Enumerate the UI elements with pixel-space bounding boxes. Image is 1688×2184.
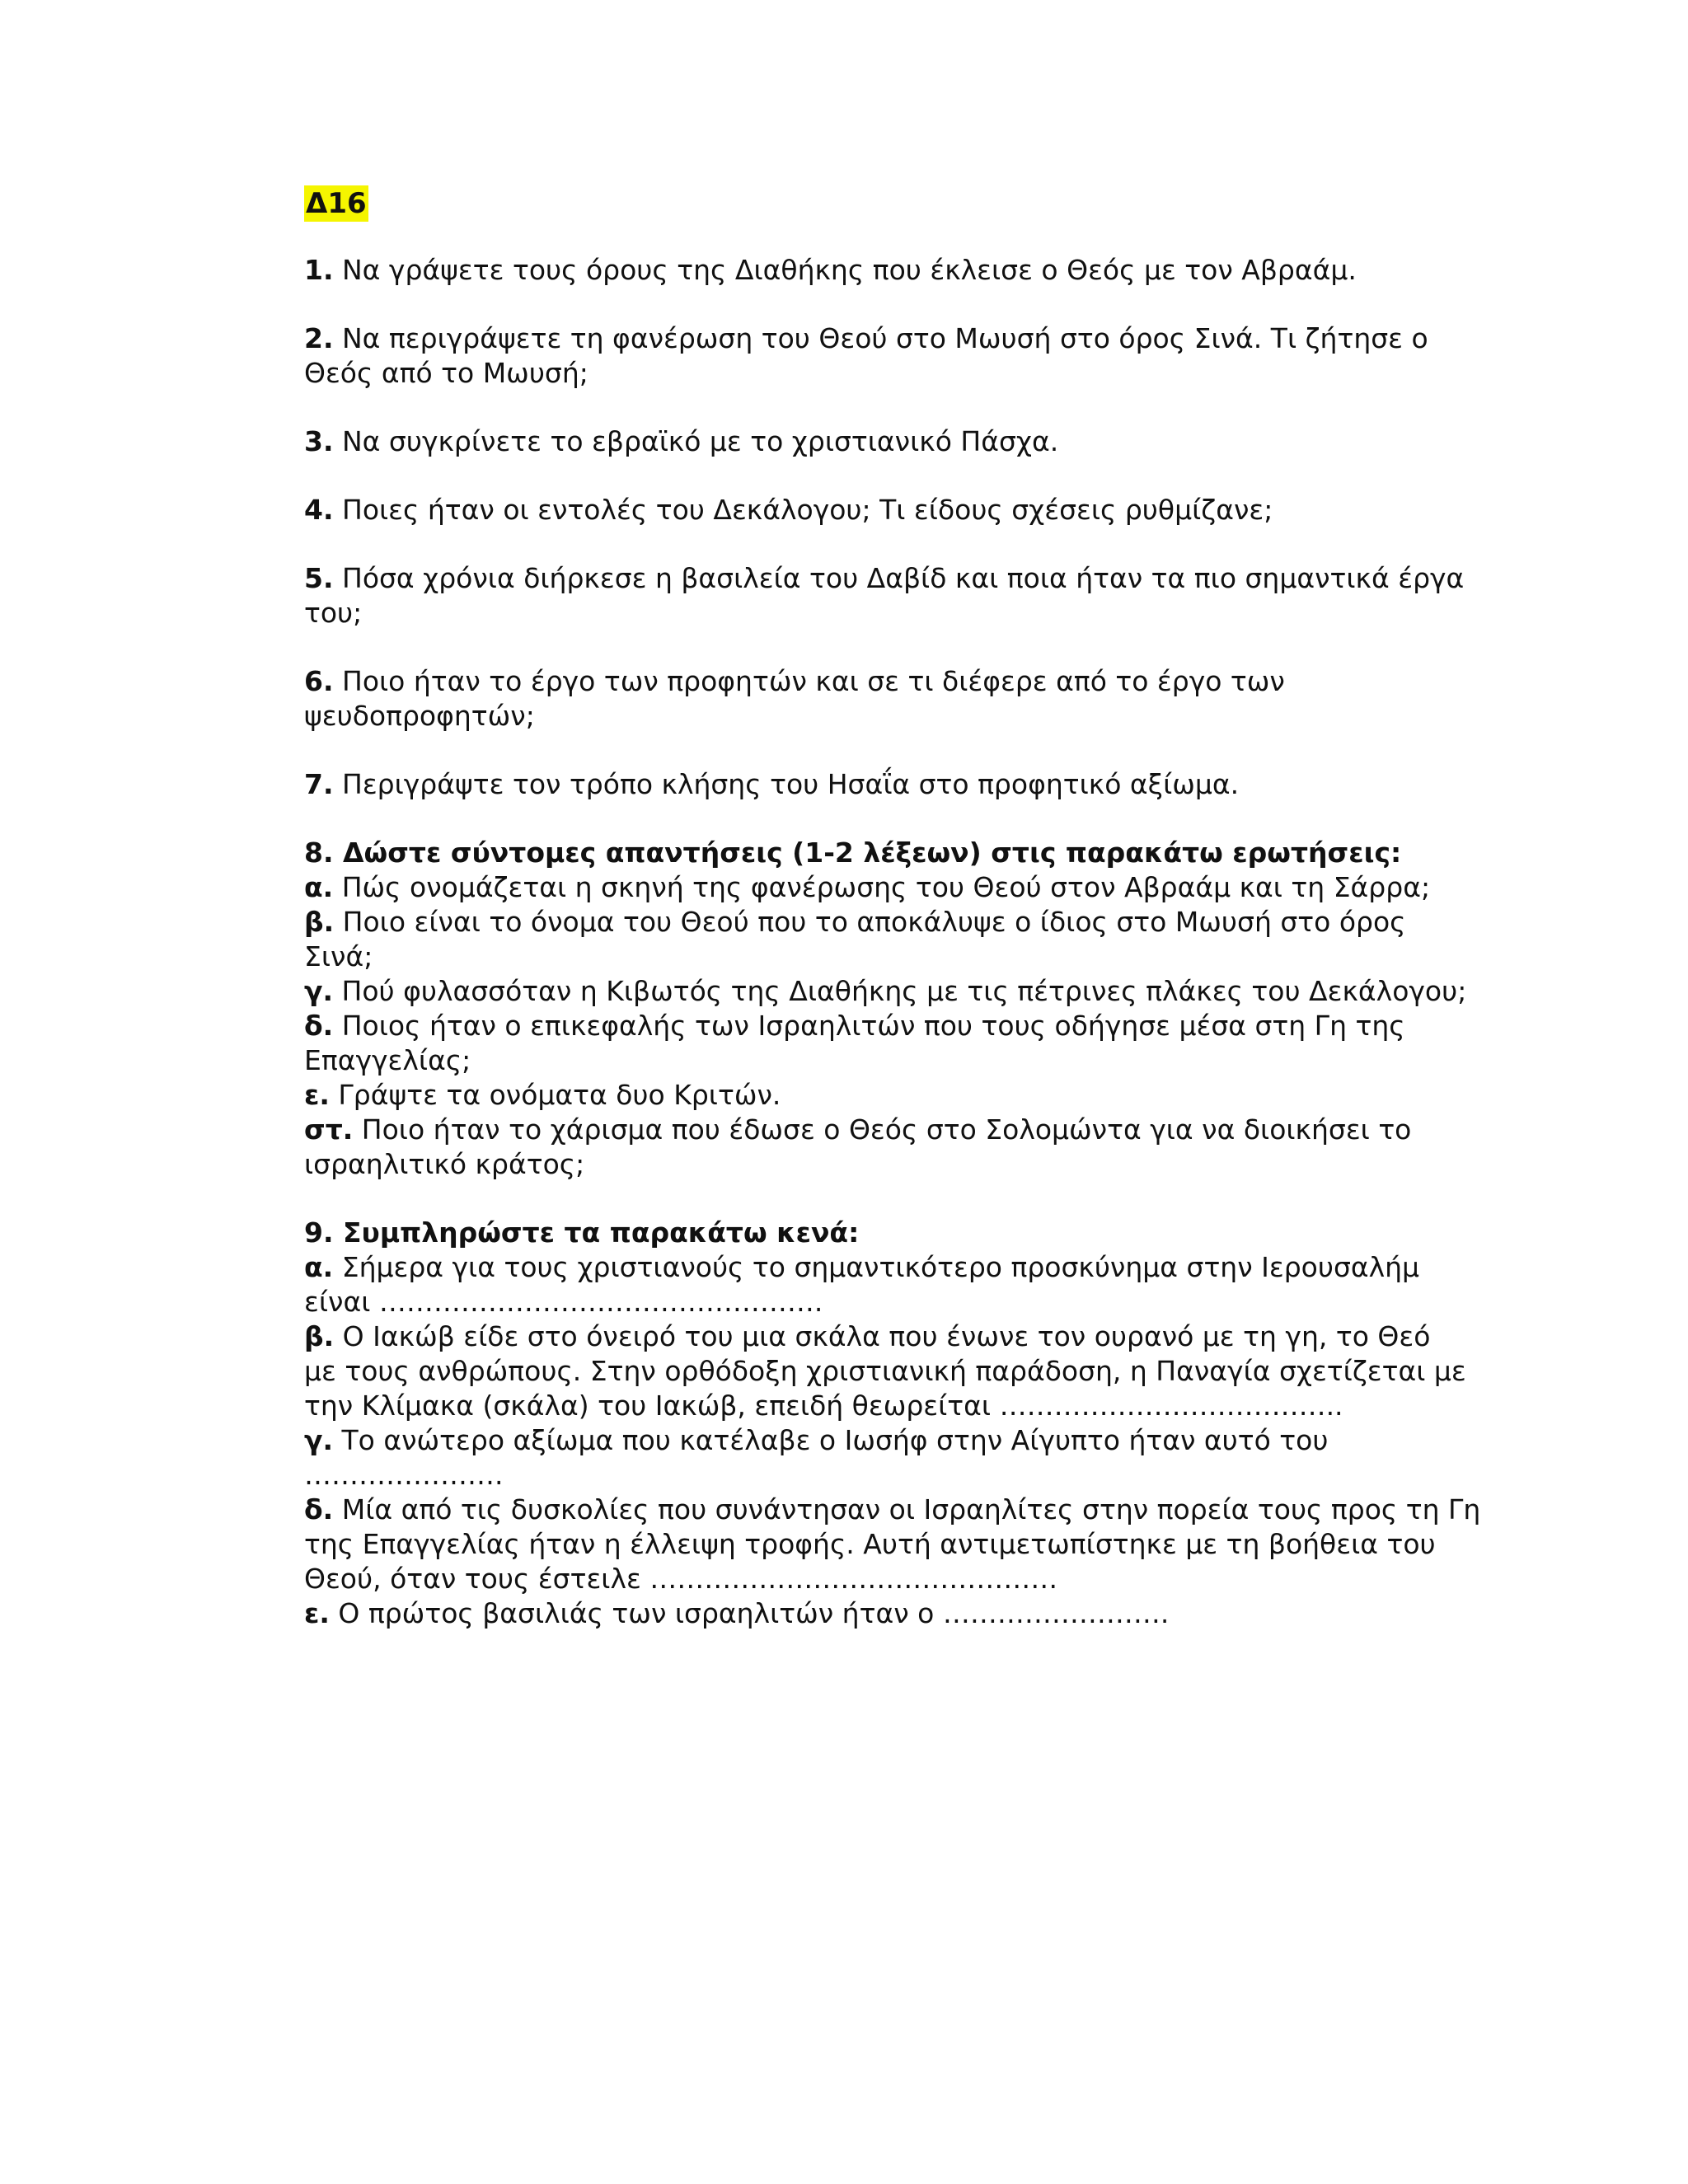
item-text: Ο Ιακώβ είδε στο όνειρό του μια σκάλα που ένωνε τον ουρανό με τη γη, το Θεό — [342, 1320, 1431, 1352]
question-5 — [304, 561, 1465, 630]
fill-blank-item — [304, 1250, 1420, 1285]
question-text: Θεός από το Μωυσή; — [304, 357, 588, 389]
question-7 — [304, 767, 1392, 802]
item-text: Το ανώτερο αξίωμα που κατέλαβε ο Ιωσήφ στην Αίγυπτο ήταν αυτό του — [341, 1424, 1329, 1456]
item-text: Γράψτε τα ονόματα δυο Κριτών. — [338, 1079, 781, 1111]
section-9 — [304, 1216, 1481, 1631]
item-label: γ. — [304, 975, 334, 1007]
item-text: Θεού, όταν τους έστειλε ……………………………………… — [304, 1563, 1058, 1595]
question-text: Να γράψετε τους όρους της Διαθήκης που έκλεισε ο Θεός με τον Αβραάμ. — [342, 254, 1357, 286]
item-label: δ. — [304, 1010, 334, 1042]
fill-blank-item — [304, 1493, 1481, 1527]
question-line — [304, 664, 1392, 699]
question-line — [304, 321, 1428, 356]
item-text: Ποιο είναι το όνομα του Θεού που το αποκάλυψε ο ίδιος στο Μωυσή στο όρος — [342, 906, 1406, 938]
question-number: 7. — [304, 768, 334, 800]
item-text: Επαγγελίας; — [304, 1044, 471, 1076]
question-number: 3. — [304, 425, 334, 457]
item-text: Σινά; — [304, 940, 373, 972]
worksheet — [304, 185, 1481, 1631]
short-answer-item — [304, 870, 1431, 905]
item-text: Πού φυλασσόταν η Κιβωτός της Διαθήκης με τις πέτρινες πλάκες του Δεκάλογου; — [341, 975, 1467, 1007]
fill-blank-item — [304, 1423, 1392, 1458]
fill-blank-item — [304, 1596, 1392, 1631]
question-line — [304, 253, 1392, 288]
item-text: Ποιο ήταν το χάρισμα που έδωσε ο Θεός στο Σολομώντα για να διοικήσει το — [361, 1113, 1412, 1146]
question-number: 4. — [304, 494, 334, 526]
question-text: ψευδοπροφητών; — [304, 700, 535, 732]
question-number: 5. — [304, 562, 334, 594]
item-text: …………………. — [304, 1459, 504, 1491]
question-2 — [304, 321, 1428, 391]
question-text: Περιγράψτε τον τρόπο κλήσης του Ησαΐα στο προφητικό αξίωμα. — [342, 768, 1240, 800]
item-label: α. — [304, 871, 334, 903]
item-text: είναι …………………………………………. — [304, 1286, 823, 1318]
item-label: α. — [304, 1251, 334, 1283]
question-number: 6. — [304, 665, 334, 697]
question-3 — [304, 424, 1392, 459]
section-9-title: 9. Συμπληρώστε τα παρακάτω κενά: — [304, 1216, 860, 1249]
item-label: β. — [304, 1320, 335, 1352]
question-4 — [304, 493, 1392, 527]
item-label: γ. — [304, 1424, 334, 1456]
question-text: Ποιες ήταν οι εντολές του Δεκάλογου; Τι είδους σχέσεις ρυθμίζανε; — [342, 494, 1273, 526]
question-text: Να περιγράψετε τη φανέρωση του Θεού στο Μωυσή στο όρος Σινά. Τι ζήτησε ο — [342, 322, 1428, 354]
item-text: Μία από τις δυσκολίες που συνάντησαν οι Ισραηλίτες στην πορεία τους προς τη Γη — [341, 1493, 1481, 1526]
question-number: 1. — [304, 254, 334, 286]
question-text: Πόσα χρόνια διήρκεσε η βασιλεία του Δαβίδ και ποια ήταν τα πιο σημαντικά έργα — [342, 562, 1465, 594]
item-label: β. — [304, 906, 335, 938]
question-text: Ποιο ήταν το έργο των προφητών και σε τι διέφερε από το έργο των — [342, 665, 1285, 697]
item-text: Ποιος ήταν ο επικεφαλής των Ισραηλιτών που τους οδήγησε μέσα στη Γη της — [341, 1010, 1405, 1042]
short-answer-item — [304, 1078, 1392, 1113]
item-label: στ. — [304, 1113, 354, 1146]
item-label: δ. — [304, 1493, 334, 1526]
short-answer-item — [304, 974, 1467, 1009]
short-answer-item — [304, 1113, 1412, 1147]
worksheet-heading: Δ16 — [306, 187, 367, 220]
short-answer-item — [304, 1009, 1405, 1043]
fill-blank-item — [304, 1319, 1431, 1354]
item-label: ε. — [304, 1597, 330, 1629]
short-answer-item — [304, 905, 1406, 940]
question-line — [304, 493, 1392, 527]
item-text: την Κλίμακα (σκάλα) του Ιακώβ, επειδή θεωρείται ……………………………….. — [304, 1390, 1343, 1422]
item-text: με τους ανθρώπους. Στην ορθόδοξη χριστιανική παράδοση, η Παναγία σχετίζεται με — [304, 1355, 1466, 1387]
section-8 — [304, 836, 1467, 1182]
question-line — [304, 561, 1465, 596]
item-text: Σήμερα για τους χριστιανούς το σημαντικότερο προσκύνημα στην Ιερουσαλήμ — [341, 1251, 1420, 1283]
item-text: της Επαγγελίας ήταν η έλλειψη τροφής. Αυτή αντιμετωπίστηκε με τη βοήθεια του — [304, 1528, 1436, 1560]
item-text: ισραηλιτικό κράτος; — [304, 1148, 585, 1180]
question-text: Να συγκρίνετε το εβραϊκό με το χριστιανικό Πάσχα. — [342, 425, 1059, 457]
question-number: 2. — [304, 322, 334, 354]
question-line — [304, 424, 1392, 459]
item-text: Πώς ονομάζεται η σκηνή της φανέρωσης του Θεού στον Αβραάμ και τη Σάρρα; — [341, 871, 1431, 903]
question-text: του; — [304, 597, 363, 629]
section-8-title: 8. Δώστε σύντομες απαντήσεις (1-2 λέξεων) στις παρακάτω ερωτήσεις: — [304, 837, 1402, 869]
question-1 — [304, 253, 1392, 288]
item-label: ε. — [304, 1079, 330, 1111]
question-line — [304, 767, 1392, 802]
item-text: Ο πρώτος βασιλιάς των ισραηλιτών ήταν ο ……………………. — [338, 1597, 1170, 1629]
question-6 — [304, 664, 1392, 733]
